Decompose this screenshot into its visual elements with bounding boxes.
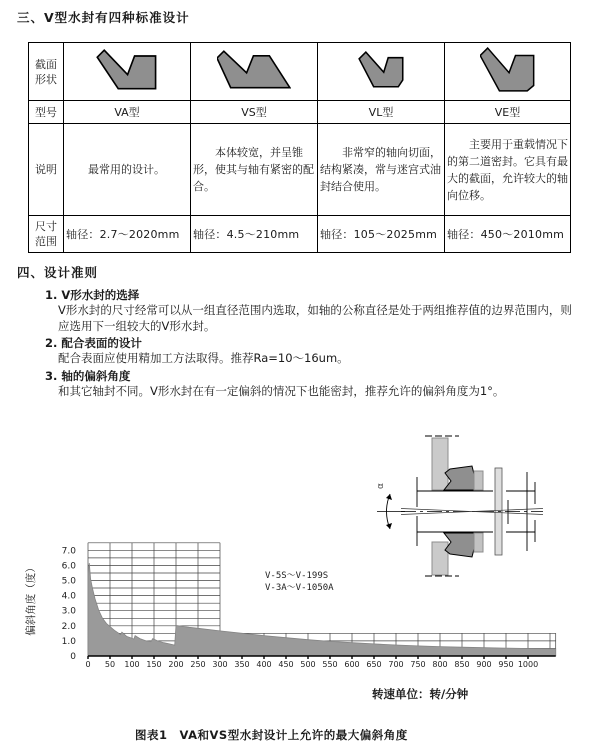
chart-legend-line-2: V-3A～V-1050A [265, 583, 334, 593]
shape-cell-va [64, 43, 191, 101]
chart-tick-label: 850 [454, 660, 470, 669]
chart-tick-label: 1000 [517, 660, 539, 669]
chart-tick-label: 500 [300, 660, 316, 669]
table-row-model [29, 101, 571, 124]
description-vs-text: 本体较宽，并呈锥形，使其与轴有紧密的配合。 [193, 146, 314, 193]
chart-x-tick-labels [85, 660, 538, 669]
chart-tick-label: 1.0 [61, 636, 76, 647]
va-seal-profile-icon [94, 49, 160, 91]
chart-tick-label: 7.0 [61, 546, 76, 557]
chart-tick-label: 3.0 [61, 606, 76, 617]
figure-caption: 图表1 VA和VS型水封设计上允许的最大偏斜角度 [135, 728, 408, 742]
chart-tick-label: 5.0 [61, 576, 76, 587]
row-header-description: 说明 [29, 124, 64, 216]
chart-tick-label: 50 [104, 660, 116, 669]
model-va: VA型 [64, 101, 191, 124]
description-vl [318, 124, 445, 216]
shape-cell-vl [318, 43, 445, 101]
chart-tick-label: 4.0 [61, 591, 76, 602]
model-vs: VS型 [191, 101, 318, 124]
guideline-item-3 [45, 368, 585, 400]
size-range-va: 轴径：2.7～2020mm [64, 216, 191, 253]
row-header-model: 型号 [29, 101, 64, 124]
chart-tick-label: 2.0 [61, 621, 76, 632]
section4-heading: 四、设计准则 [17, 265, 99, 280]
vs-seal-profile-icon [217, 50, 291, 90]
chart-tick-label: 550 [322, 660, 338, 669]
model-vl: VL型 [318, 101, 445, 124]
chart-tick-label: 300 [212, 660, 228, 669]
chart-tick-label: 150 [146, 660, 162, 669]
chart-tick-label: 200 [168, 660, 184, 669]
size-range-vl: 轴径：105～2025mm [318, 216, 445, 253]
guideline-item-2 [45, 335, 585, 367]
chart-tick-label: 350 [234, 660, 250, 669]
chart-x-axis [88, 656, 556, 659]
chart-tick-label: 900 [476, 660, 492, 669]
description-vs [191, 124, 318, 216]
ve-seal-profile-icon [480, 47, 536, 93]
table-row-size-range [29, 216, 571, 253]
chart-y-axis-label: 偏斜角度（度） [25, 562, 37, 636]
size-range-vs: 轴径：4.5～210mm [191, 216, 318, 253]
row-header-shape: 截面形状 [29, 43, 64, 101]
description-ve-text: 主要用于重载情况下的第二道密封。它具有最大的截面，允许较大的轴向位移。 [447, 137, 568, 202]
design-guidelines-list [45, 287, 585, 400]
table-row-shape [29, 43, 571, 101]
deflection-angle-chart [20, 533, 590, 683]
angle-alpha-label: α [376, 483, 386, 489]
guideline-item-1 [45, 287, 585, 334]
chart-x-unit-label: 转速单位：转/分钟 [372, 687, 469, 701]
chart-tick-label: 700 [388, 660, 404, 669]
chart-tick-label: 800 [432, 660, 448, 669]
chart-tick-label: 750 [410, 660, 426, 669]
chart-tick-label: 100 [124, 660, 140, 669]
guideline-3-title: 3. 轴的偏斜角度 [45, 368, 131, 383]
guideline-1-body: V形水封的尺寸经常可以从一组直径范围内选取，如轴的公称直径是处于两组推荐值的边界范围内，则应选用下一组较大的V形水封。 [58, 303, 572, 333]
angle-arrow-bottom [386, 523, 392, 529]
chart-tick-label: 0 [85, 660, 91, 669]
seal-spec-table [28, 42, 571, 253]
chart-legend-line-1: V-5S～V-199S [265, 571, 329, 581]
chart-tick-label: 250 [190, 660, 206, 669]
chart-tick-label: 600 [344, 660, 360, 669]
description-ve [445, 124, 571, 216]
size-range-ve: 轴径：450～2010mm [445, 216, 571, 253]
guideline-2-body: 配合表面应使用精加工方法取得。推荐Ra=10～16um。 [58, 351, 349, 365]
chart-tick-label: 400 [256, 660, 272, 669]
chart-tick-label: 0 [70, 652, 76, 662]
model-ve: VE型 [445, 101, 571, 124]
guideline-1-title: 1. V形水封的选择 [45, 288, 140, 302]
table-row-description [29, 124, 571, 216]
angle-arrow-top [386, 494, 392, 500]
description-va-text: 最常用的设计。 [88, 163, 165, 176]
chart-tick-label: 450 [278, 660, 294, 669]
chart-tick-label: 950 [498, 660, 514, 669]
vl-seal-profile-icon [358, 51, 405, 89]
housing-bar-top [432, 438, 448, 490]
chart-y-tick-labels [62, 546, 77, 662]
guideline-3-body: 和其它轴封不同。V形水封在有一定偏斜的情况下也能密封，推荐允许的偏斜角度为1°。 [58, 383, 505, 398]
shape-cell-vs [191, 43, 318, 101]
row-header-size-range: 尺寸范围 [29, 216, 64, 253]
section3-heading: 三、V型水封有四种标准设计 [17, 10, 190, 25]
description-va [64, 124, 191, 216]
seal-plate-top [474, 471, 483, 490]
shape-cell-ve [445, 43, 571, 101]
v-seal-top [444, 466, 478, 490]
chart-tick-label: 650 [366, 660, 382, 669]
guideline-2-title: 2. 配合表面的设计 [45, 336, 142, 350]
description-vl-text: 非常窄的轴向切面，结构紧凑，常与迷宫式油封结合使用。 [320, 146, 441, 193]
chart-tick-label: 6.0 [61, 561, 76, 572]
chart-gridlines [88, 543, 556, 656]
